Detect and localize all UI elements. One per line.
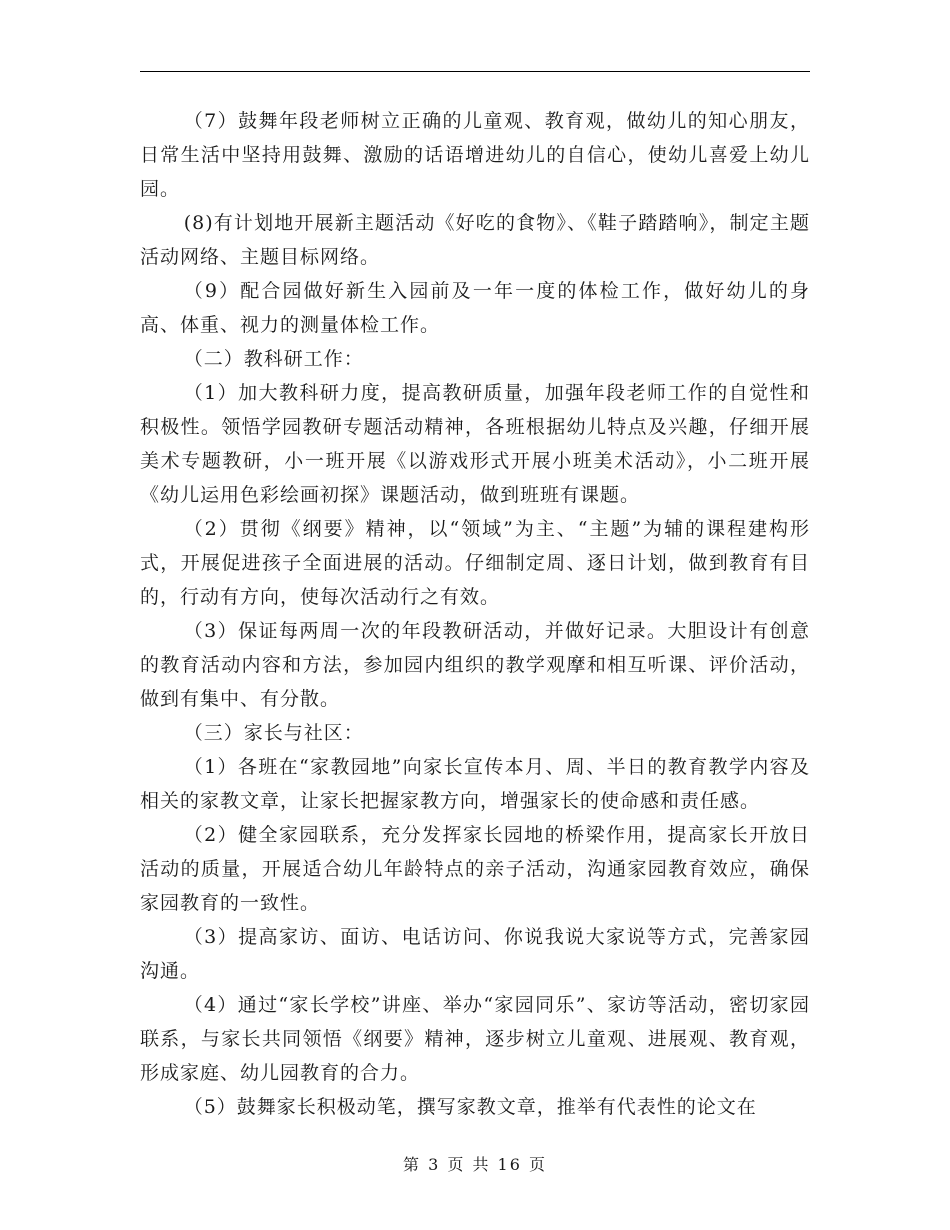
- paragraph-parents-3: （3）提高家访、面访、电话访问、你说我说大家说等方式，完善家园沟通。: [140, 926, 810, 982]
- section-heading-research: （二）教科研工作：: [183, 348, 364, 370]
- paragraph-research-1: （1）加大教科研力度，提高教研质量，加强年段老师工作的自觉性和积极性。领悟学园教研专题活动精神，各班根据幼儿特点及兴趣，仔细开展美术专题教研，小一班开展《以游戏形式开展小班美术活动》，小二班开展《幼儿运用色彩绘画初探》课题活动，做到班班有课题。: [140, 382, 810, 506]
- paragraph-9: （9）配合园做好新生入园前及一年一度的体检工作，做好幼儿的身高、体重、视力的测量体检工作。: [140, 280, 810, 336]
- document-body: [140, 104, 810, 1124]
- paragraph-parents-4: （4）通过“家长学校”讲座、举办“家园同乐”、家访等活动，密切家园联系，与家长共同领悟《纲要》精神，逐步树立儿童观、进展观、教育观，形成家庭、幼儿园教育的合力。: [140, 994, 810, 1084]
- paragraph-parents-1: （1）各班在“家教园地”向家长宣传本月、周、半日的教育教学内容及相关的家教文章，让家长把握家教方向，增强家长的使命感和责任感。: [140, 756, 810, 812]
- paragraph-research-2: （2）贯彻《纲要》精神，以“领域”为主、“主题”为辅的课程建构形式，开展促进孩子全面进展的活动。仔细制定周、逐日计划，做到教育有目的，行动有方向，使每次活动行之有效。: [140, 518, 810, 608]
- paragraph-parents-2: （2）健全家园联系，充分发挥家长园地的桥梁作用，提高家长开放日活动的质量，开展适合幼儿年龄特点的亲子活动，沟通家园教育效应，确保家园教育的一致性。: [140, 824, 810, 914]
- paragraph-7: （7）鼓舞年段老师树立正确的儿童观、教育观，做幼儿的知心朋友，日常生活中坚持用鼓舞、激励的话语增进幼儿的自信心，使幼儿喜爱上幼儿园。: [140, 110, 810, 200]
- section-heading-parents: （三）家长与社区：: [183, 722, 364, 744]
- paragraph-parents-5: （5）鼓舞家长积极动笔，撰写家教文章，推举有代表性的论文在: [183, 1096, 757, 1118]
- page-number: 第 3 页 共 16 页: [403, 1155, 547, 1174]
- header-rule: [140, 71, 810, 72]
- paragraph-8: (8)有计划地开展新主题活动《好吃的食物》、《鞋子踏踏响》，制定主题活动网络、主题目标网络。: [140, 212, 810, 268]
- paragraph-research-3: （3）保证每两周一次的年段教研活动，并做好记录。大胆设计有创意的教育活动内容和方法，参加园内组织的教学观摩和相互听课、评价活动，做到有集中、有分散。: [140, 620, 810, 710]
